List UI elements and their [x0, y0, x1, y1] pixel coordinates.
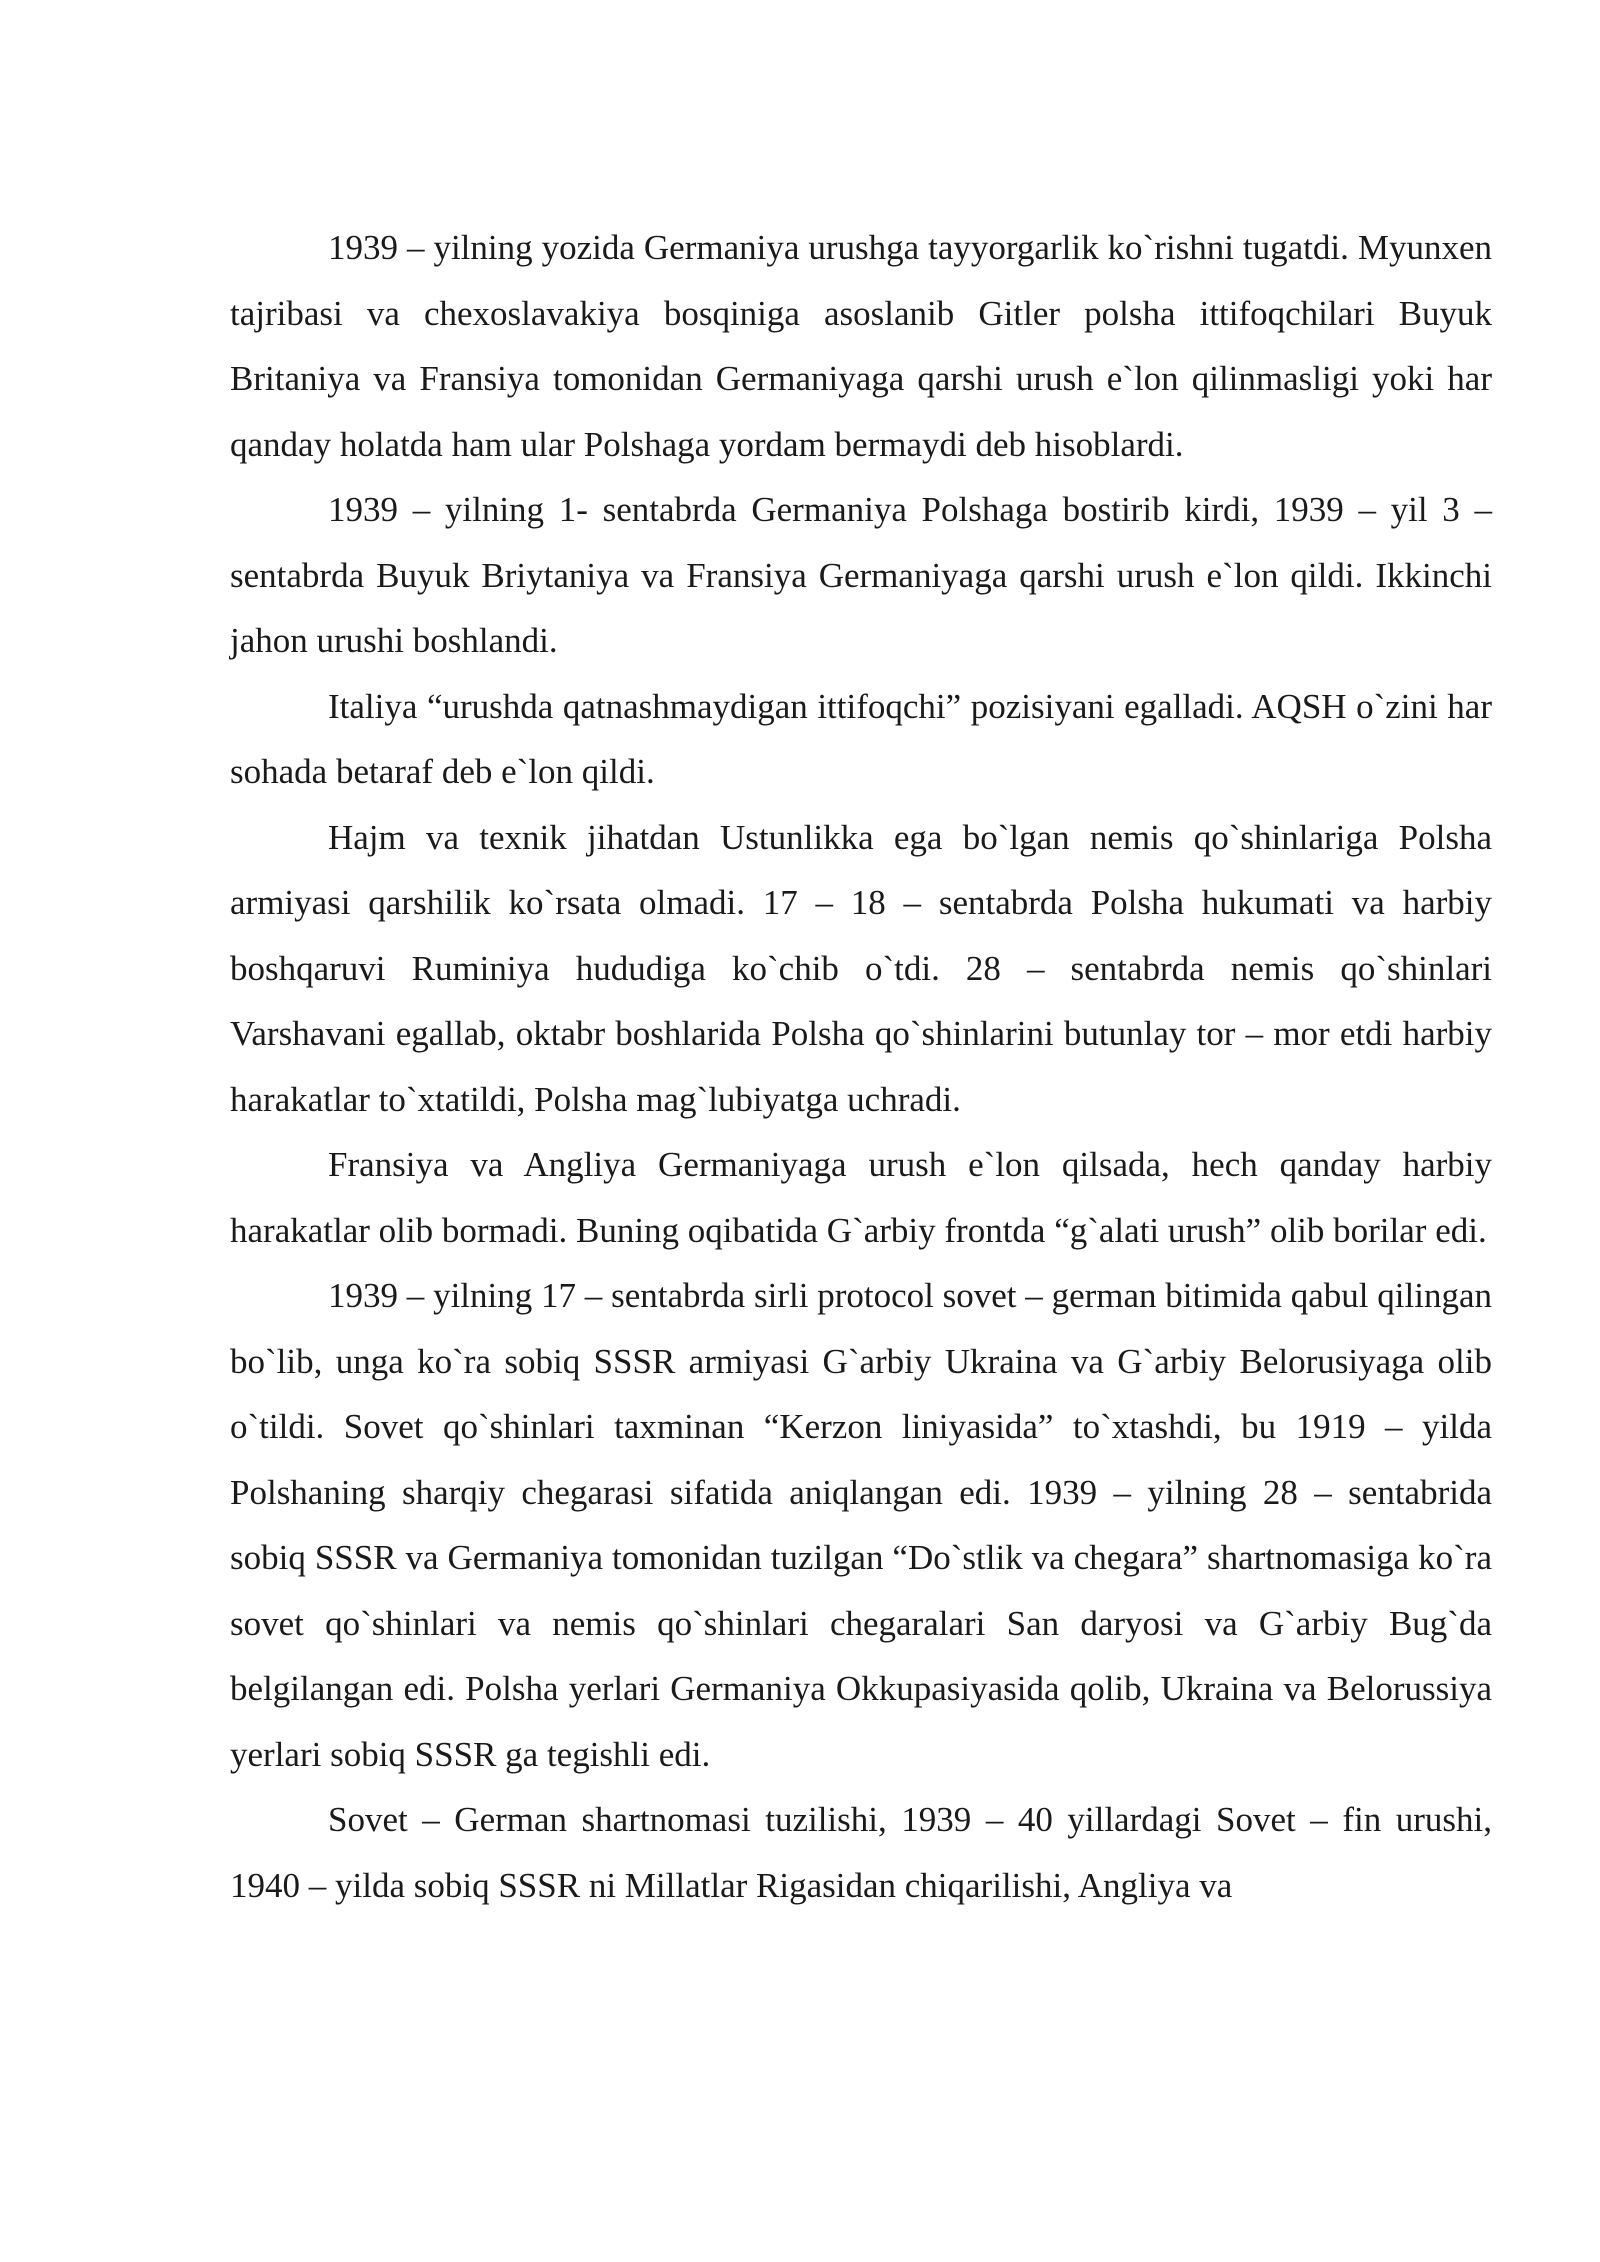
- paragraph-5: Fransiya va Angliya Germaniyaga urush e`lon qilsada, hech qanday harbiy harakatlar olib bormadi. Buning oqibatida G`arbiy frontda “g`alati urush” olib borilar edi.: [230, 1145, 1492, 1250]
- document-page: [230, 215, 1492, 1918]
- paragraph-2: 1939 – yilning 1- sentabrda Germaniya Polshaga bostirib kirdi, 1939 – yil 3 – sentabrda Buyuk Briytaniya va Fransiya Germaniyaga qarshi urush e`lon qildi. Ikkinchi jahon urushi boshlandi.: [230, 490, 1492, 660]
- paragraph-7: Sovet – German shartnomasi tuzilishi, 1939 – 40 yillardagi Sovet – fin urushi, 1940 – yilda sobiq SSSR ni Millatlar Rigasidan chiqarilishi, Angliya va: [230, 1800, 1492, 1905]
- paragraph-4: Hajm va texnik jihatdan Ustunlikka ega bo`lgan nemis qo`shinlariga Polsha armiyasi qarshilik ko`rsata olmadi. 17 – 18 – sentabrda Polsha hukumati va harbiy boshqaruvi Ruminiya hududiga ko`chib o`tdi. 28 – sentabrda nemis qo`shinlari Varshavani egallab, oktabr boshlarida Polsha qo`shinlarini butunlay tor – mor etdi harbiy harakatlar to`xtatildi, Polsha mag`lubiyatga uchradi.: [230, 817, 1492, 1119]
- paragraph-6: 1939 – yilning 17 – sentabrda sirli protocol sovet – german bitimida qabul qilingan bo`lib, unga ko`ra sobiq SSSR armiyasi G`arbiy Ukraina va G`arbiy Belorusiyaga olib o`tildi. Sovet qo`shinlari taxminan “Kerzon liniyasida” to`xtashdi, bu 1919 – yilda Polshaning sharqiy chegarasi sifatida aniqlangan edi. 1939 – yilning 28 – sentabrida sobiq SSSR va Germaniya tomonidan tuzilgan “Do`stlik va chegara” shartnomasiga ko`ra sovet qo`shinlari va nemis qo`shinlari chegaralari San daryosi va G`arbiy Bug`da belgilangan edi. Polsha yerlari Germaniya Okkupasiyasida qolib, Ukraina va Belorussiya yerlari sobiq SSSR ga tegishli edi.: [230, 1276, 1492, 1774]
- paragraph-1: 1939 – yilning yozida Germaniya urushga tayyorgarlik ko`rishni tugatdi. Myunxen tajribasi va chexoslavakiya bosqiniga asoslanib Gitler polsha ittifoqchilari Buyuk Britaniya va Fransiya tomonidan Germaniyaga qarshi urush e`lon qilinmasligi yoki har qanday holatda ham ular Polshaga yordam bermaydi deb hisoblardi.: [230, 228, 1492, 464]
- paragraph-3: Italiya “urushda qatnashmaydigan ittifoqchi” pozisiyani egalladi. AQSH o`zini har sohada betaraf deb e`lon qildi.: [230, 686, 1492, 791]
